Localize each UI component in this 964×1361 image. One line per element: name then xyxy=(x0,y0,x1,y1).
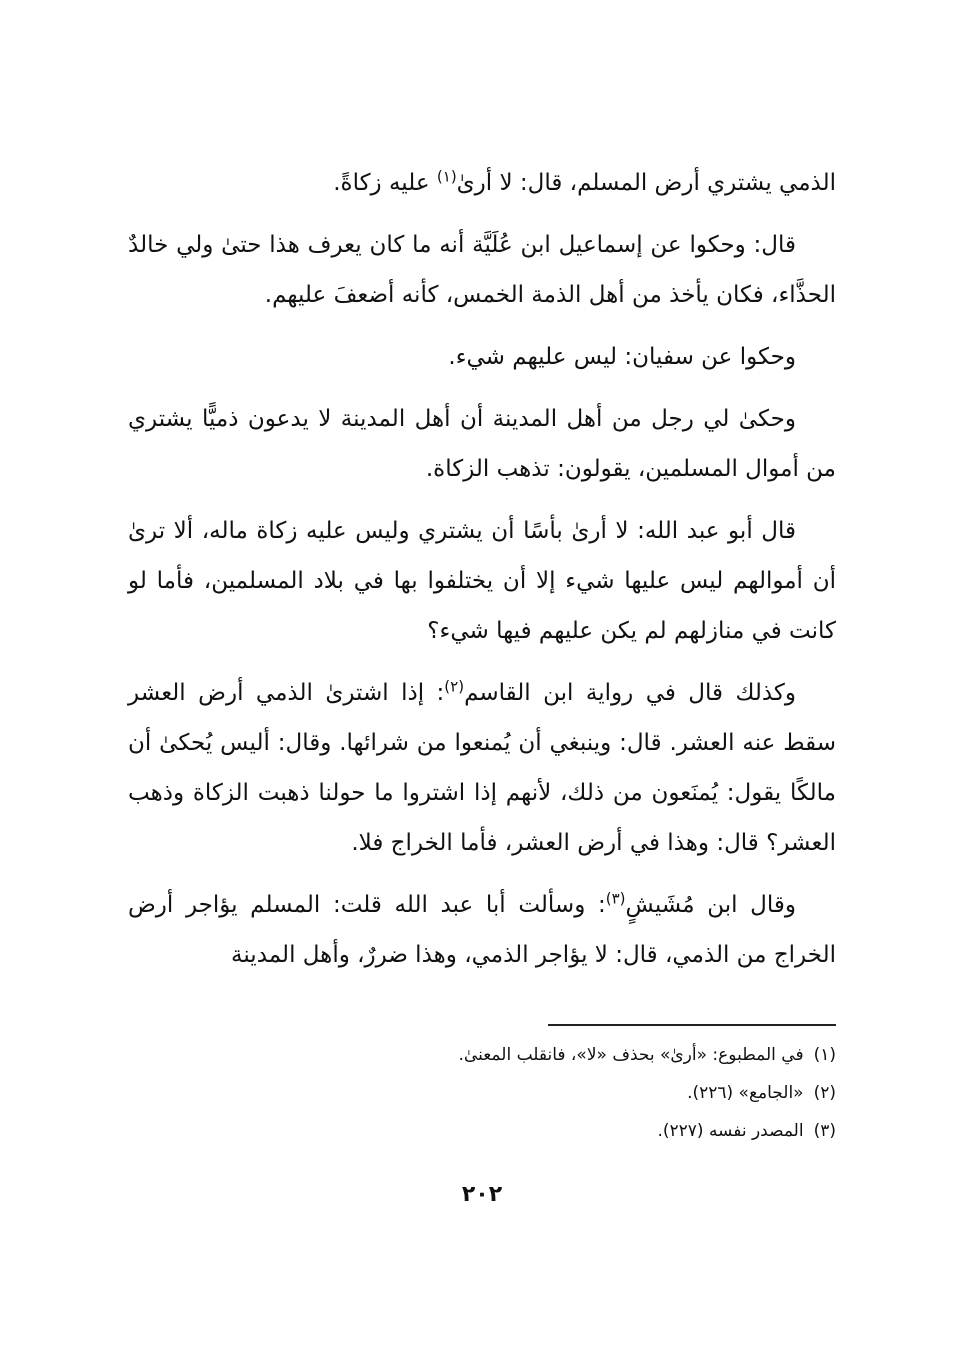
text-run: قال أبو عبد الله: لا أرىٰ بأسًا أن يشتري وليس عليه زكاة ماله، ألا ترىٰ أن أموالهم ليس عليها شيء إلا أن يختلفوا بها في بلاد المسلمين، فأما لو كانت في منازلهم لم يكن عليهم فيها شيء؟ xyxy=(128,518,836,644)
footnote-reference[interactable]: (١) xyxy=(436,167,457,186)
footnote-text: المصدر نفسه (٢٢٧). xyxy=(657,1121,804,1141)
paragraph xyxy=(128,880,836,980)
footnote-number: (٢) xyxy=(813,1083,836,1103)
footnote-reference[interactable]: (٣) xyxy=(605,889,626,908)
text-run: عليه زكاةً. xyxy=(333,170,437,196)
footnote-number: (٣) xyxy=(813,1121,836,1141)
text-run: : وسألت أبا عبد الله قلت: المسلم يؤاجر أرض الخراج من الذمي، قال: لا يؤاجر الذمي، وهذا ضررٌ، وأهل المدينة xyxy=(128,892,836,968)
text-run: وكذلك قال في رواية ابن القاسم xyxy=(464,680,796,706)
footnote-reference[interactable]: (٢) xyxy=(444,677,465,696)
footnote-text: «الجامع» (٢٢٦). xyxy=(687,1083,804,1103)
footnote-divider xyxy=(548,1024,836,1026)
paragraph xyxy=(128,332,836,382)
text-run: الذمي يشتري أرض المسلم، قال: لا أرىٰ xyxy=(456,170,836,196)
body-text xyxy=(128,158,836,992)
footnote-item xyxy=(300,1036,836,1074)
page-number: ٢٠٢ xyxy=(461,1182,503,1207)
footnote-number: (١) xyxy=(813,1045,836,1065)
paragraph xyxy=(128,394,836,494)
footnote-item xyxy=(300,1074,836,1112)
text-run: قال: وحكوا عن إسماعيل ابن عُلَيَّة أنه ما كان يعرف هذا حتىٰ ولي خالدٌ الحذَّاء، فكان يأخذ من أهل الذمة الخمس، كأنه أضعفَ عليهم. xyxy=(128,232,836,308)
footnote-item xyxy=(300,1112,836,1150)
footnote-text: في المطبوع: «أرىٰ» بحذف «لا»، فانقلب المعنىٰ. xyxy=(458,1045,804,1065)
text-run: : إذا اشترىٰ الذمي أرض العشر سقط عنه العشر. قال: وينبغي أن يُمنعوا من شرائها. وقال: أليس يُحكىٰ أن مالكًا يقول: يُمنَعون من ذلك، لأنهم إذا اشتروا ما حولنا ذهبت الزكاة وذهب العشر؟ قال: وهذا في أرض العشر، فأما الخراج فلا. xyxy=(128,680,836,856)
text-run: وقال ابن مُشَيشٍ xyxy=(625,892,797,918)
paragraph xyxy=(128,158,836,208)
paragraph xyxy=(128,220,836,320)
paragraph xyxy=(128,506,836,656)
text-run: وحكوا عن سفيان: ليس عليهم شيء. xyxy=(448,344,796,370)
text-run: وحكىٰ لي رجل من أهل المدينة أن أهل المدينة لا يدعون ذميًّا يشتري من أموال المسلمين، يقولون: تذهب الزكاة. xyxy=(128,406,836,482)
paragraph xyxy=(128,668,836,868)
footnotes xyxy=(300,1036,836,1150)
